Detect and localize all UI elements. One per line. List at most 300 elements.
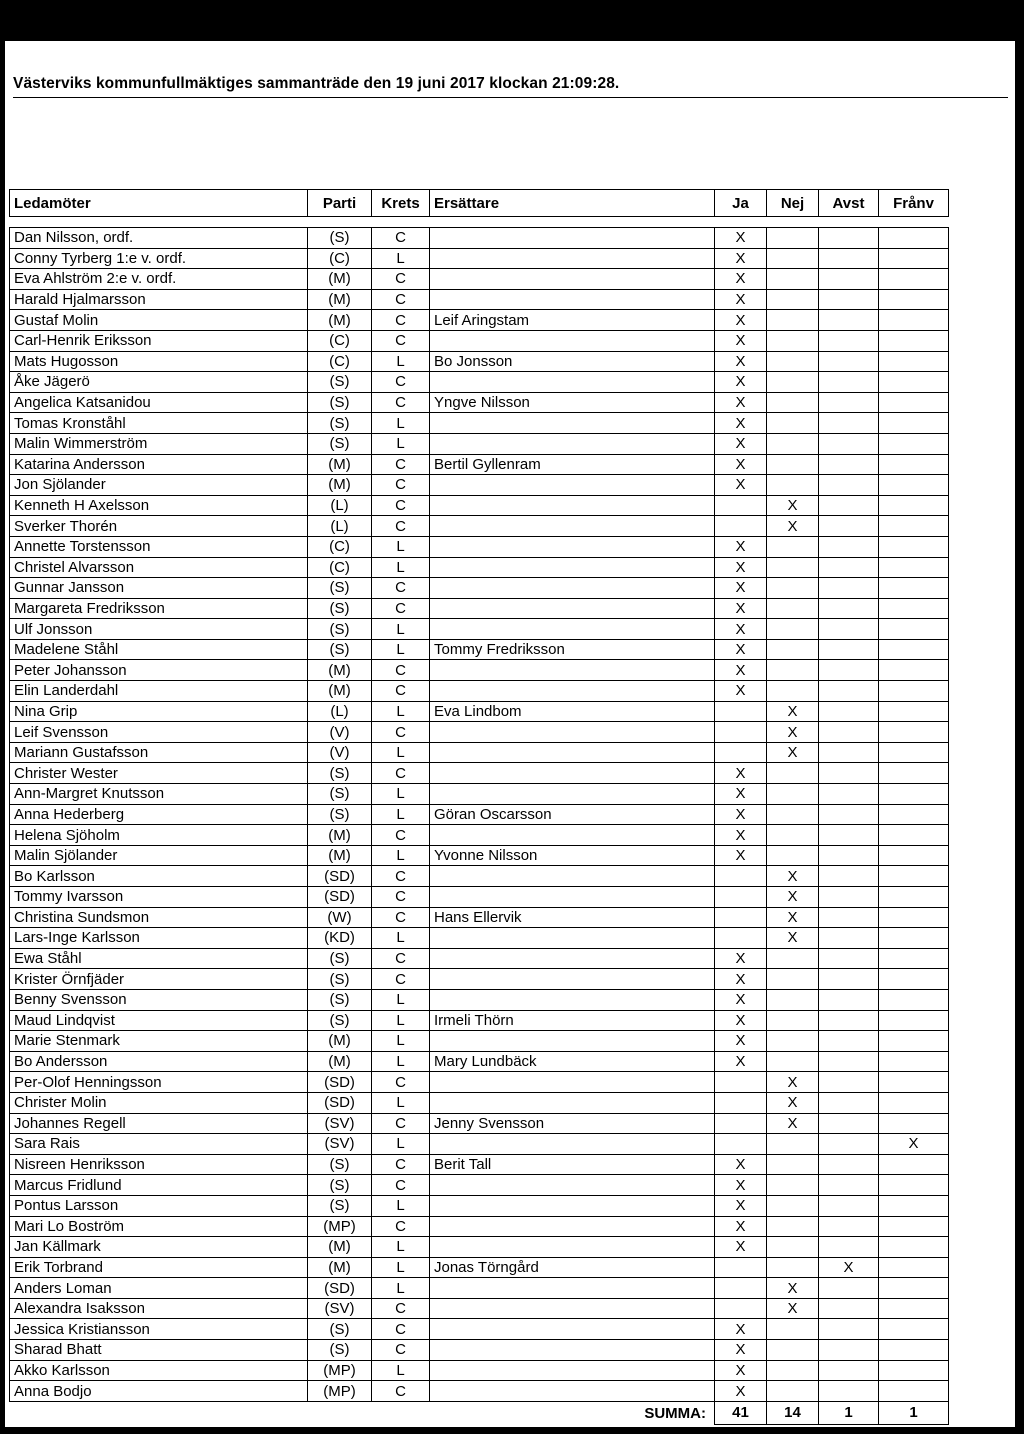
vote-ja: X [715, 248, 767, 269]
vote-avst [819, 742, 879, 763]
vote-avst [819, 1340, 879, 1361]
member-krets: L [372, 804, 430, 825]
member-krets: C [372, 948, 430, 969]
member-party: (L) [308, 495, 372, 516]
vote-franv [879, 557, 949, 578]
member-party: (S) [308, 969, 372, 990]
vote-avst [819, 433, 879, 454]
vote-nej [767, 289, 819, 310]
member-name: Sverker Thorén [10, 516, 308, 537]
member-name: Ann-Margret Knutsson [10, 784, 308, 805]
table-row [10, 495, 949, 516]
member-substitute [430, 495, 715, 516]
vote-avst [819, 639, 879, 660]
member-substitute [430, 1134, 715, 1155]
vote-ja [715, 742, 767, 763]
member-party: (SV) [308, 1113, 372, 1134]
vote-franv [879, 536, 949, 557]
summa-franv: 1 [879, 1401, 949, 1424]
vote-avst [819, 928, 879, 949]
vote-franv [879, 351, 949, 372]
vote-franv [879, 289, 949, 310]
vote-avst [819, 228, 879, 249]
member-substitute [430, 660, 715, 681]
vote-ja [715, 866, 767, 887]
member-party: (M) [308, 310, 372, 331]
member-party: (M) [308, 1051, 372, 1072]
table-row [10, 1154, 949, 1175]
member-party: (C) [308, 248, 372, 269]
member-substitute [430, 887, 715, 908]
vote-franv [879, 701, 949, 722]
member-krets: C [372, 598, 430, 619]
vote-ja: X [715, 825, 767, 846]
member-substitute [430, 928, 715, 949]
member-krets: L [372, 701, 430, 722]
vote-avst: X [819, 1257, 879, 1278]
member-substitute [430, 1340, 715, 1361]
member-name: Peter Johansson [10, 660, 308, 681]
member-krets: L [372, 928, 430, 949]
member-name: Margareta Fredriksson [10, 598, 308, 619]
table-row [10, 351, 949, 372]
vote-franv [879, 413, 949, 434]
member-substitute: Mary Lundbäck [430, 1051, 715, 1072]
member-name: Katarina Andersson [10, 454, 308, 475]
member-party: (MP) [308, 1216, 372, 1237]
summa-avst: 1 [819, 1401, 879, 1424]
member-party: (S) [308, 413, 372, 434]
member-krets: C [372, 1340, 430, 1361]
member-party: (S) [308, 619, 372, 640]
vote-avst [819, 330, 879, 351]
member-name: Lars-Inge Karlsson [10, 928, 308, 949]
member-krets: L [372, 413, 430, 434]
member-krets: C [372, 825, 430, 846]
vote-avst [819, 1051, 879, 1072]
vote-nej [767, 228, 819, 249]
member-krets: C [372, 1175, 430, 1196]
vote-avst [819, 681, 879, 702]
table-row [10, 1340, 949, 1361]
vote-nej: X [767, 742, 819, 763]
vote-franv [879, 248, 949, 269]
vote-avst [819, 413, 879, 434]
member-party: (W) [308, 907, 372, 928]
vote-avst [819, 372, 879, 393]
vote-ja [715, 1134, 767, 1155]
member-name: Anders Loman [10, 1278, 308, 1299]
member-name: Helena Sjöholm [10, 825, 308, 846]
member-krets: C [372, 372, 430, 393]
member-party: (S) [308, 1175, 372, 1196]
member-substitute [430, 536, 715, 557]
vote-nej: X [767, 1113, 819, 1134]
vote-nej [767, 557, 819, 578]
table-header-row [10, 190, 949, 217]
vote-avst [819, 784, 879, 805]
member-name: Mariann Gustafsson [10, 742, 308, 763]
member-name: Krister Örnfjäder [10, 969, 308, 990]
vote-avst [819, 1031, 879, 1052]
member-name: Åke Jägerö [10, 372, 308, 393]
table-row [10, 989, 949, 1010]
table-row [10, 907, 949, 928]
member-substitute [430, 413, 715, 434]
member-substitute [430, 619, 715, 640]
member-krets: L [372, 989, 430, 1010]
member-krets: C [372, 1072, 430, 1093]
member-party: (SD) [308, 1072, 372, 1093]
member-party: (S) [308, 1340, 372, 1361]
vote-avst [819, 887, 879, 908]
member-party: (S) [308, 1010, 372, 1031]
vote-avst [819, 1381, 879, 1402]
vote-franv [879, 392, 949, 413]
member-krets: L [372, 1257, 430, 1278]
member-party: (S) [308, 228, 372, 249]
member-krets: C [372, 969, 430, 990]
vote-ja: X [715, 948, 767, 969]
vote-nej [767, 310, 819, 331]
header-avst: Avst [819, 190, 879, 217]
member-party: (SV) [308, 1134, 372, 1155]
table-row [10, 1051, 949, 1072]
member-name: Anna Hederberg [10, 804, 308, 825]
member-name: Johannes Regell [10, 1113, 308, 1134]
vote-nej [767, 1257, 819, 1278]
vote-avst [819, 1319, 879, 1340]
vote-nej [767, 433, 819, 454]
member-krets: L [372, 1010, 430, 1031]
member-substitute: Tommy Fredriksson [430, 639, 715, 660]
vote-franv [879, 1257, 949, 1278]
vote-franv [879, 1072, 949, 1093]
summa-ja: 41 [715, 1401, 767, 1424]
member-substitute [430, 969, 715, 990]
table-row [10, 1237, 949, 1258]
summa-label: SUMMA: [644, 1404, 706, 1422]
vote-nej: X [767, 516, 819, 537]
member-substitute [430, 578, 715, 599]
vote-ja [715, 495, 767, 516]
vote-franv [879, 1175, 949, 1196]
vote-nej [767, 351, 819, 372]
vote-franv [879, 1237, 949, 1258]
member-name: Dan Nilsson, ordf. [10, 228, 308, 249]
member-name: Marie Stenmark [10, 1031, 308, 1052]
vote-nej [767, 639, 819, 660]
vote-franv [879, 660, 949, 681]
member-substitute [430, 372, 715, 393]
vote-franv [879, 825, 949, 846]
member-krets: L [372, 1237, 430, 1258]
table-row [10, 639, 949, 660]
vote-avst [819, 845, 879, 866]
vote-franv [879, 1381, 949, 1402]
header-krets: Krets [372, 190, 430, 217]
vote-franv [879, 598, 949, 619]
member-krets: C [372, 660, 430, 681]
member-substitute [430, 330, 715, 351]
member-party: (MP) [308, 1381, 372, 1402]
vote-avst [819, 701, 879, 722]
document-title: Västerviks kommunfullmäktiges sammanträde den 19 juni 2017 klockan 21:09:28. [13, 75, 620, 92]
vote-ja: X [715, 681, 767, 702]
vote-nej [767, 598, 819, 619]
member-name: Tommy Ivarsson [10, 887, 308, 908]
member-name: Christer Wester [10, 763, 308, 784]
member-krets: L [372, 1031, 430, 1052]
table-row [10, 887, 949, 908]
member-party: (S) [308, 784, 372, 805]
member-krets: C [372, 907, 430, 928]
table-row [10, 845, 949, 866]
vote-ja [715, 887, 767, 908]
member-party: (S) [308, 1195, 372, 1216]
vote-franv [879, 1278, 949, 1299]
vote-franv [879, 310, 949, 331]
vote-ja [715, 928, 767, 949]
member-substitute [430, 1319, 715, 1340]
member-name: Benny Svensson [10, 989, 308, 1010]
table-row [10, 681, 949, 702]
vote-avst [819, 1072, 879, 1093]
member-substitute [430, 475, 715, 496]
vote-nej [767, 454, 819, 475]
table-row [10, 536, 949, 557]
member-krets: C [372, 1319, 430, 1340]
vote-avst [819, 1237, 879, 1258]
member-krets: C [372, 495, 430, 516]
member-krets: C [372, 578, 430, 599]
vote-ja [715, 1278, 767, 1299]
member-name: Per-Olof Henningsson [10, 1072, 308, 1093]
table-row [10, 1113, 949, 1134]
vote-nej: X [767, 701, 819, 722]
member-party: (SD) [308, 866, 372, 887]
vote-avst [819, 825, 879, 846]
member-substitute [430, 557, 715, 578]
vote-ja: X [715, 1340, 767, 1361]
vote-avst [819, 619, 879, 640]
member-name: Sharad Bhatt [10, 1340, 308, 1361]
member-krets: L [372, 536, 430, 557]
vote-nej: X [767, 907, 819, 928]
vote-nej [767, 536, 819, 557]
member-name: Carl-Henrik Eriksson [10, 330, 308, 351]
member-name: Akko Karlsson [10, 1360, 308, 1381]
member-party: (SD) [308, 887, 372, 908]
vote-nej: X [767, 495, 819, 516]
vote-avst [819, 557, 879, 578]
vote-franv [879, 1319, 949, 1340]
vote-franv [879, 866, 949, 887]
member-name: Tomas Kronståhl [10, 413, 308, 434]
vote-franv [879, 1092, 949, 1113]
vote-franv [879, 845, 949, 866]
vote-ja: X [715, 639, 767, 660]
member-substitute [430, 1278, 715, 1299]
summa-nej: 14 [767, 1401, 819, 1424]
table-row [10, 660, 949, 681]
member-krets: L [372, 248, 430, 269]
member-name: Jan Källmark [10, 1237, 308, 1258]
member-krets: L [372, 351, 430, 372]
vote-ja: X [715, 557, 767, 578]
member-krets: C [372, 228, 430, 249]
vote-franv [879, 722, 949, 743]
member-krets: C [372, 269, 430, 290]
member-krets: L [372, 845, 430, 866]
vote-franv [879, 887, 949, 908]
member-substitute: Hans Ellervik [430, 907, 715, 928]
vote-ja: X [715, 269, 767, 290]
member-krets: C [372, 1154, 430, 1175]
table-row [10, 619, 949, 640]
vote-avst [819, 392, 879, 413]
vote-ja: X [715, 660, 767, 681]
table-row [10, 516, 949, 537]
vote-franv [879, 475, 949, 496]
member-party: (M) [308, 681, 372, 702]
vote-avst [819, 516, 879, 537]
member-substitute [430, 1031, 715, 1052]
vote-nej [767, 269, 819, 290]
table-row [10, 928, 949, 949]
member-krets: L [372, 1092, 430, 1113]
vote-nej [767, 969, 819, 990]
member-krets: C [372, 1298, 430, 1319]
table-row [10, 289, 949, 310]
vote-nej [767, 1319, 819, 1340]
vote-nej [767, 578, 819, 599]
vote-ja: X [715, 351, 767, 372]
vote-nej: X [767, 1092, 819, 1113]
member-krets: L [372, 784, 430, 805]
member-party: (M) [308, 660, 372, 681]
vote-ja: X [715, 989, 767, 1010]
vote-nej [767, 1360, 819, 1381]
member-name: Bo Andersson [10, 1051, 308, 1072]
vote-nej [767, 413, 819, 434]
table-row [10, 969, 949, 990]
member-substitute [430, 866, 715, 887]
member-krets: L [372, 1360, 430, 1381]
table-row [10, 228, 949, 249]
vote-franv [879, 1154, 949, 1175]
vote-ja: X [715, 784, 767, 805]
vote-franv [879, 1051, 949, 1072]
member-party: (M) [308, 269, 372, 290]
member-name: Sara Rais [10, 1134, 308, 1155]
table-row [10, 1257, 949, 1278]
member-name: Madelene Ståhl [10, 639, 308, 660]
member-substitute: Jenny Svensson [430, 1113, 715, 1134]
member-substitute [430, 1381, 715, 1402]
title-divider [13, 97, 1008, 98]
member-substitute [430, 681, 715, 702]
vote-avst [819, 1360, 879, 1381]
member-party: (S) [308, 948, 372, 969]
vote-franv [879, 1031, 949, 1052]
member-name: Elin Landerdahl [10, 681, 308, 702]
member-party: (V) [308, 742, 372, 763]
table-row [10, 742, 949, 763]
vote-avst [819, 1113, 879, 1134]
member-krets: C [372, 887, 430, 908]
vote-avst [819, 578, 879, 599]
vote-avst [819, 269, 879, 290]
table-row [10, 413, 949, 434]
vote-avst [819, 495, 879, 516]
member-substitute [430, 1216, 715, 1237]
member-party: (C) [308, 351, 372, 372]
vote-avst [819, 1195, 879, 1216]
vote-ja [715, 722, 767, 743]
member-name: Eva Ahlström 2:e v. ordf. [10, 269, 308, 290]
member-name: Jon Sjölander [10, 475, 308, 496]
table-row [10, 269, 949, 290]
vote-nej [767, 1154, 819, 1175]
member-substitute [430, 742, 715, 763]
vote-avst [819, 866, 879, 887]
member-substitute: Bo Jonsson [430, 351, 715, 372]
member-name: Maud Lindqvist [10, 1010, 308, 1031]
vote-ja: X [715, 1381, 767, 1402]
header-parti: Parti [308, 190, 372, 217]
table-row [10, 598, 949, 619]
document-page [4, 40, 1016, 1428]
table-row [10, 804, 949, 825]
vote-franv [879, 454, 949, 475]
vote-ja [715, 1257, 767, 1278]
vote-ja: X [715, 1195, 767, 1216]
vote-table [9, 189, 949, 1425]
member-name: Ewa Ståhl [10, 948, 308, 969]
table-row [10, 784, 949, 805]
vote-avst [819, 1092, 879, 1113]
member-party: (S) [308, 989, 372, 1010]
vote-ja: X [715, 1031, 767, 1052]
vote-franv [879, 742, 949, 763]
table-row [10, 248, 949, 269]
member-party: (M) [308, 1237, 372, 1258]
vote-avst [819, 1298, 879, 1319]
vote-ja: X [715, 1319, 767, 1340]
vote-ja: X [715, 1360, 767, 1381]
header-spacer [10, 217, 949, 228]
vote-avst [819, 1216, 879, 1237]
table-row [10, 1031, 949, 1052]
vote-franv [879, 804, 949, 825]
table-row [10, 475, 949, 496]
member-krets: L [372, 1051, 430, 1072]
member-krets: L [372, 1195, 430, 1216]
header-ledamoter: Ledamöter [10, 190, 308, 217]
vote-ja: X [715, 228, 767, 249]
member-party: (S) [308, 804, 372, 825]
vote-avst [819, 1154, 879, 1175]
member-krets: C [372, 1113, 430, 1134]
member-party: (M) [308, 475, 372, 496]
member-krets: C [372, 681, 430, 702]
vote-avst [819, 948, 879, 969]
vote-ja [715, 516, 767, 537]
member-party: (S) [308, 1319, 372, 1340]
member-party: (M) [308, 454, 372, 475]
member-name: Bo Karlsson [10, 866, 308, 887]
